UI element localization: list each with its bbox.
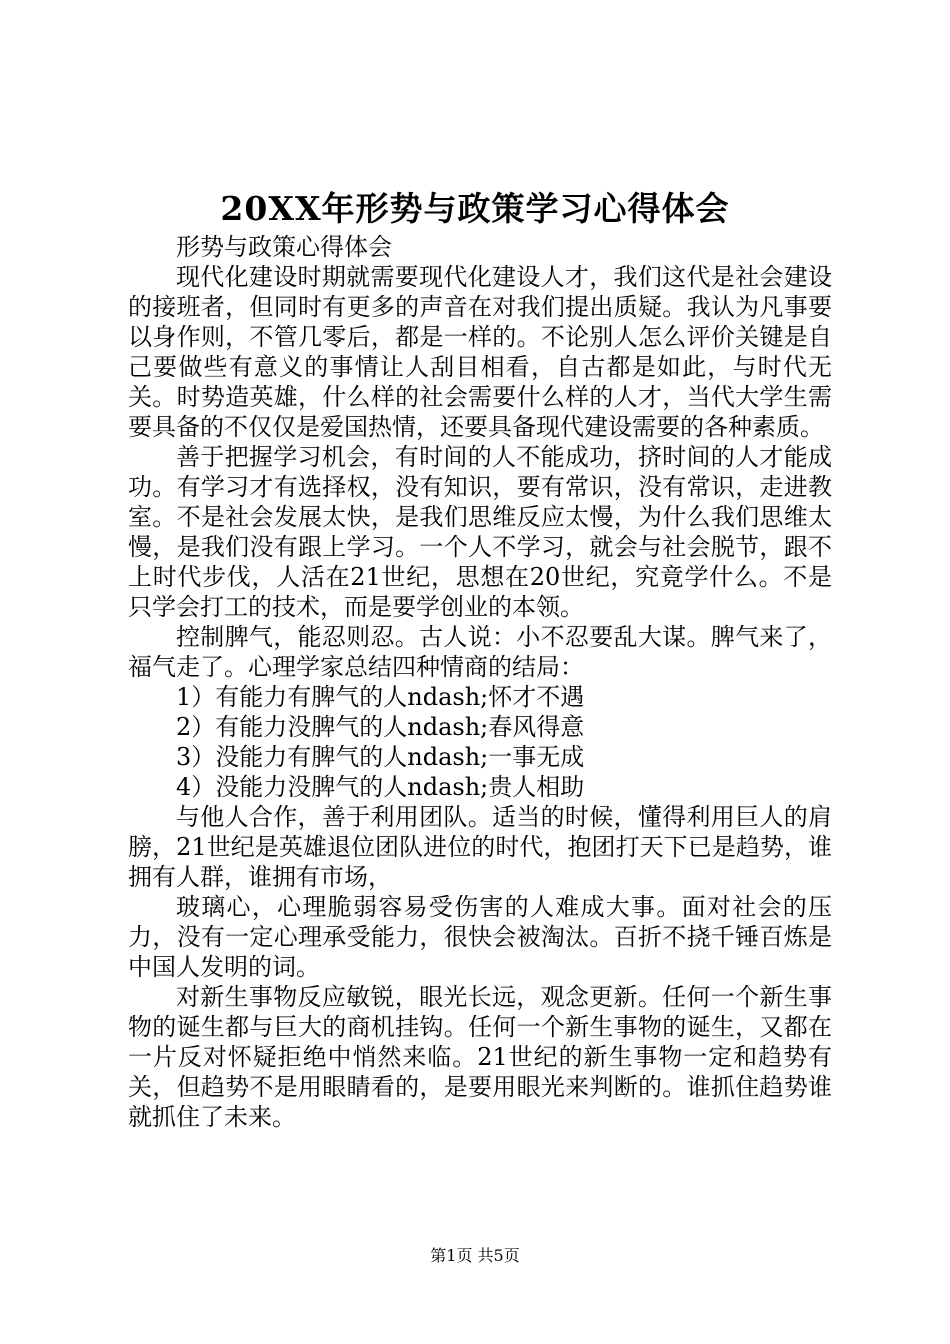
list-item: 2）有能力没脾气的人ndash;春风得意 — [176, 713, 585, 741]
list-item: 3）没能力有脾气的人ndash;一事无成 — [176, 743, 585, 771]
document-title: 20XX年形势与政策学习心得体会 — [220, 189, 730, 228]
document-body — [128, 232, 832, 1132]
paragraph: 善于把握学习机会，有时间的人不能成功，挤时间的人才能成功。有学习才有选择权，没有知识，要有常识，没有常识，走进教室。不是社会发展太快，是我们思维反应太慢，为什么我们思维太慢，是我们没有跟上学习。一个人不学习，就会与社会脱节，跟不上时代步伐，人活在21世纪，思想在20世纪，究竟学什么。不是只学会打工的技术，而是要学创业的本领。 — [128, 443, 832, 621]
paragraph: 对新生事物反应敏锐，眼光长远，观念更新。任何一个新生事物的诞生都与巨大的商机挂钩。任何一个新生事物的诞生，又都在一片反对怀疑拒绝中悄然来临。21世纪的新生事物一定和趋势有关，但趋势不是用眼睛看的，是要用眼光来判断的。谁抓住趋势谁就抓住了未来。 — [128, 983, 832, 1131]
paragraph: 与他人合作，善于利用团队。适当的时候，懂得利用巨人的肩膀，21世纪是英雄退位团队进位的时代，抱团打天下已是趋势，谁拥有人群，谁拥有市场， — [128, 803, 832, 891]
page-footer: 第1页 共5页 — [430, 1246, 520, 1265]
paragraph-subtitle: 形势与政策心得体会 — [176, 233, 392, 261]
paragraph: 现代化建设时期就需要现代化建设人才，我们这代是社会建设的接班者，但同时有更多的声音在对我们提出质疑。我认为凡事要以身作则，不管几零后，都是一样的。不论别人怎么评价关键是自己要做些有意义的事情让人刮目相看，自古都是如此，与时代无关。时势造英雄，什么样的社会需要什么样的人才，当代大学生需要具备的不仅仅是爱国热情，还要具备现代建设需要的各种素质。 — [128, 263, 832, 441]
paragraph: 玻璃心，心理脆弱容易受伤害的人难成大事。面对社会的压力，没有一定心理承受能力，很快会被淘汰。百折不挠千锤百炼是中国人发明的词。 — [128, 893, 832, 981]
list-item: 4）没能力没脾气的人ndash;贵人相助 — [176, 773, 585, 801]
list-item: 1）有能力有脾气的人ndash;怀才不遇 — [176, 683, 585, 711]
paragraph: 控制脾气，能忍则忍。古人说：小不忍要乱大谋。脾气来了，福气走了。心理学家总结四种情商的结局： — [128, 623, 832, 681]
